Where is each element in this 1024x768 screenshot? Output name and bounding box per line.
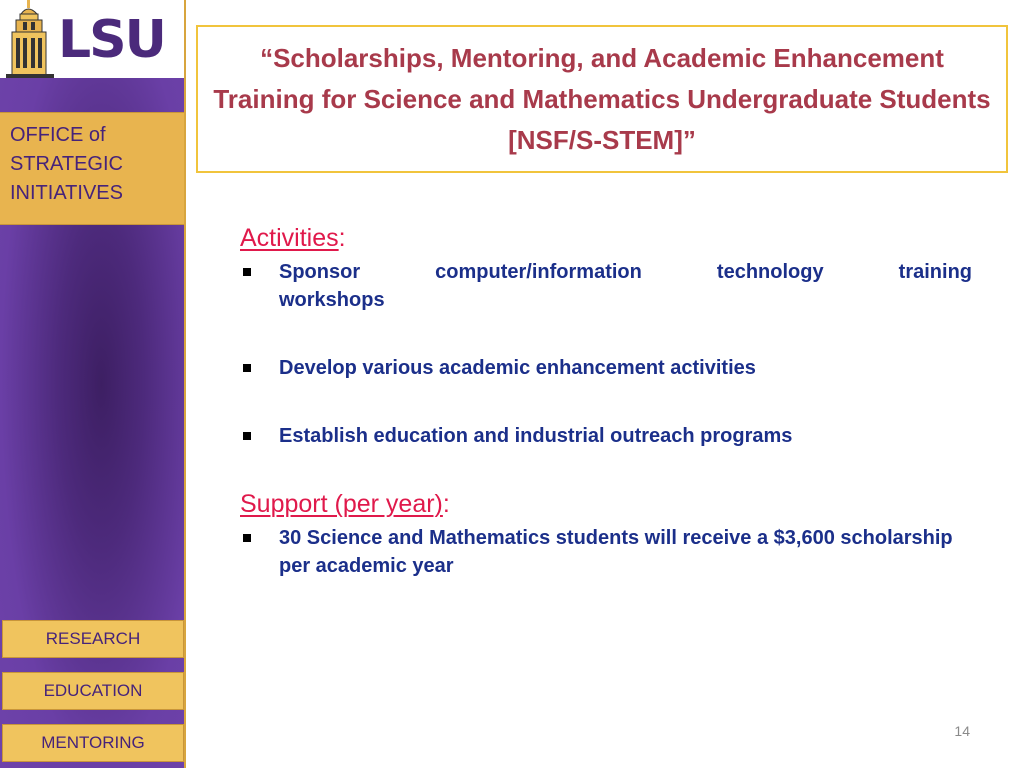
bullet-icon xyxy=(243,432,251,440)
support-list xyxy=(240,524,972,580)
office-label xyxy=(0,112,184,225)
slide-content xyxy=(240,222,972,580)
logo-wordmark: LSU xyxy=(58,12,165,68)
list-item xyxy=(240,354,972,382)
slide-title: “Scholarships, Mentoring, and Academic Enhancement Training for Science and Mathematics Undergraduate Students [NSF/S-STEM]” xyxy=(213,42,991,155)
page-number: 14 xyxy=(954,723,970,739)
lsu-logo[interactable] xyxy=(0,0,184,78)
bullet-icon xyxy=(243,268,251,276)
office-line-3: INITIATIVES xyxy=(10,182,123,204)
list-item xyxy=(240,258,972,314)
list-item xyxy=(240,422,972,450)
activities-list xyxy=(240,258,972,450)
activity-1-line-1: Sponsor computer/information technology training xyxy=(279,261,972,283)
nav-research-button[interactable]: RESEARCH xyxy=(2,620,184,658)
activity-2-text: Develop various academic enhancement activities xyxy=(279,357,756,379)
support-heading: Support (per year): xyxy=(240,490,450,518)
bullet-icon xyxy=(243,534,251,542)
activity-3-text: Establish education and industrial outreach programs xyxy=(279,425,793,447)
activity-1-line-2: workshops xyxy=(279,289,385,311)
title-box xyxy=(196,25,1008,173)
support-1-text: 30 Science and Mathematics students will receive a $3,600 scholarship per academic year xyxy=(279,527,953,577)
office-line-1: OFFICE of xyxy=(10,124,106,146)
activities-heading-text: Activities xyxy=(240,224,339,252)
sidebar xyxy=(0,0,186,768)
nav-education-button[interactable]: EDUCATION xyxy=(2,672,184,710)
nav-mentoring-button[interactable]: MENTORING xyxy=(2,724,184,762)
support-heading-text: Support (per year) xyxy=(240,490,443,518)
office-line-2: STRATEGIC xyxy=(10,153,123,175)
tower-icon xyxy=(4,0,56,78)
bullet-icon xyxy=(243,364,251,372)
list-item xyxy=(240,524,972,580)
activities-heading: Activities: xyxy=(240,224,346,252)
